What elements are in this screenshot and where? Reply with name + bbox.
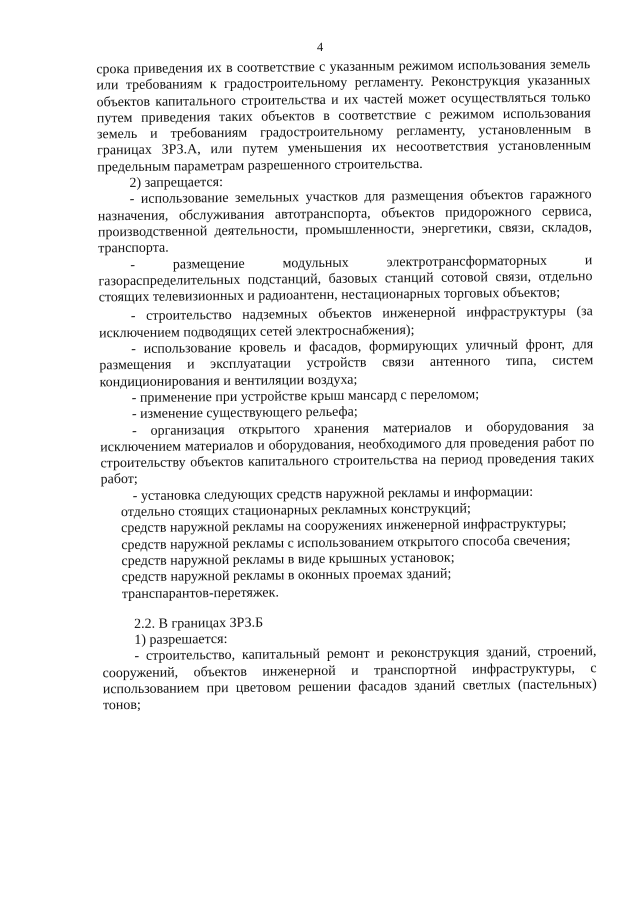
- paragraph-infrastructure-ads: средств наружной рекламы на сооружениях инженерной инфраструктуры;: [121, 516, 567, 537]
- page-number: 4: [316, 39, 324, 55]
- paragraph-window-ads: средств наружной рекламы в оконных проемах зданий;: [121, 566, 452, 586]
- paragraph-construction-permitted: - строительство, капитальный ремонт и реконструкция зданий, строений, сооружений, объектов инженерной и транспортной инфраструктуры, с использованием при цветовом решении фасадов зданий светлых (пастельных) тонов;: [102, 644, 597, 714]
- paragraph-reconstruction: срока приведения их в соответствие с указанным режимом использования земель или требованиям к градостроительному регламенту. Реконструкция указанных объектов капитального строительства и их частей может осуществляться только путем приведения таких объектов в соответствие с режимом использования земель и требованиям градостроительному регламенту, установленным в границах ЗРЗ.А, или путем уменьшения их несоответствия установленным предельным параметрам разрешенного строительства.: [96, 57, 592, 176]
- paragraph-overground-infrastructure: - строительство надземных объектов инженерной инфраструктуры (за исключением подводящих сетей электроснабжения);: [98, 304, 593, 342]
- paragraph-prohibited-heading: 2) запрещается:: [129, 175, 224, 192]
- paragraph-standalone-ads: отдельно стоящих стационарных рекламных конструкций;: [120, 501, 471, 521]
- paragraph-permitted-heading: 1) разрешается:: [134, 632, 228, 649]
- paragraph-advertising-heading: - установка следующих средств наружной рекламы и информации:: [132, 484, 534, 504]
- section-heading-zrz-b: 2.2. В границах ЗРЗ.Б: [134, 615, 264, 632]
- document-body: [96, 57, 597, 715]
- paragraph-substations: - размещение модульных электротрансформаторных и газораспределительных подстанций, базовых станций сотовой связи, отдельно стоящих телевизионных и радиоантенн, нестационарных торговых объектов;: [98, 252, 593, 306]
- paragraph-mansard-roofs: - применение при устройстве крыш мансард с переломом;: [131, 387, 480, 406]
- paragraph-banners: транспарантов-перетяжек.: [121, 584, 279, 602]
- paragraph-land-use: - использование земельных участков для размещения объектов гаражного назначения, обслуживания автотранспорта, объектов придорожного сервиса, производственной деятельности, промышленности, энергетики, связи, складов, транспорта.: [97, 187, 593, 257]
- paragraph-open-storage: - организация открытого хранения материалов и оборудования за исключением материалов и оборудования, необходимого для проведения работ по строительству объектов капитального строительства на период проведения таких работ;: [100, 418, 595, 488]
- paragraph-roof-ads: средств наружной рекламы в виде крышных установок;: [121, 550, 455, 570]
- paragraph-relief: - изменение существующего рельефа;: [131, 404, 358, 423]
- paragraph-roofs-facades: - использование кровель и фасадов, формирующих уличный фронт, для размещения и эксплуатации устройств связи антенного типа, систем кондиционирования и вентиляции воздуха;: [99, 337, 594, 390]
- paragraph-lit-ads: средств наружной рекламы с использованием открытого способа свечения;: [121, 533, 571, 553]
